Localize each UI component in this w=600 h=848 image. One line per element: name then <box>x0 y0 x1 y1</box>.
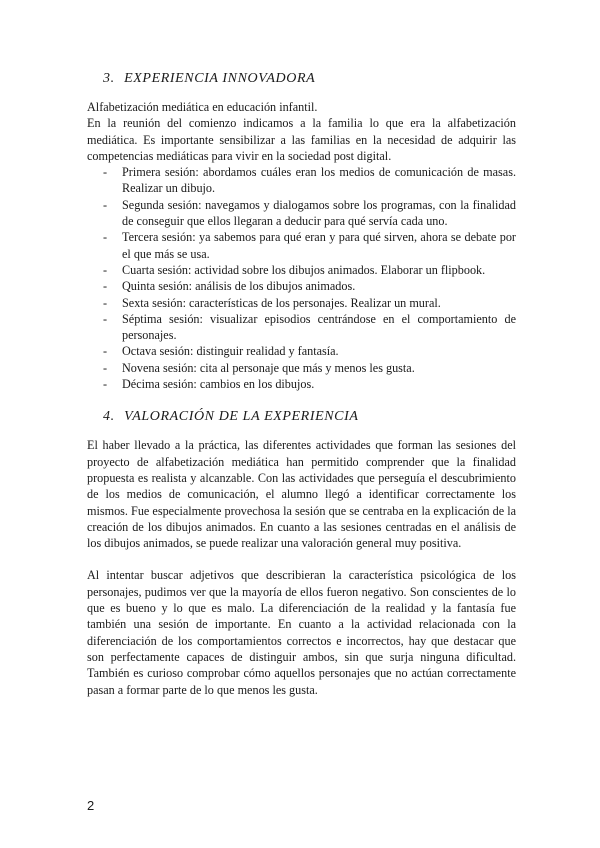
list-item <box>87 295 516 311</box>
bullet-dash: - <box>103 230 108 245</box>
session-text: Cuarta sesión: actividad sobre los dibujos animados. Elaborar un flipbook. <box>122 262 486 277</box>
page-number: 2 <box>87 798 95 813</box>
list-item <box>87 376 516 392</box>
session-text: Segunda sesión: navegamos y dialogamos sobre los programas, con la finalidad de conseguir que ellos llegaran a deducir para qué servía cada uno. <box>122 197 516 229</box>
list-item <box>87 262 516 278</box>
page-content <box>87 70 516 698</box>
section-3-number: 3. <box>103 71 115 86</box>
session-text: Séptima sesión: visualizar episodios centrándose en el comportamiento de personajes. <box>122 311 516 343</box>
session-text: Primera sesión: abordamos cuáles eran los medios de comunicación de masas. Realizar un dibujo. <box>122 165 516 196</box>
bullet-dash: - <box>103 197 108 212</box>
section-4-paragraph-2: Al intentar buscar adjetivos que describieran la característica psicológica de los personajes, pudimos ver que la mayoría de ellos fueron negativo. Son conscientes de lo que es bueno y lo que es malo. La diferenciación de la realidad y la fantasía fue también una sesión de importante. En cuanto a la actividad relacionada con la diferenciación de los comportamientos correctos e incorrectos, hay que destacar que son perfectamente capaces de distinguir ambos, sin que surja ninguna dificultad. También es curioso comprobar cómo aquellos personajes que no actúan correctamente pasan a formar parte de lo que menos les gusta. <box>87 568 516 697</box>
session-text: Quinta sesión: análisis de los dibujos animados. <box>122 279 356 294</box>
list-item <box>87 278 516 294</box>
section-4-number: 4. <box>103 409 115 425</box>
bullet-dash: - <box>103 279 108 294</box>
session-text: Novena sesión: cita al personaje que más y menos les gusta. <box>122 360 415 375</box>
section-3-title: EXPERIENCIA INNOVADORA <box>124 71 316 86</box>
bullet-dash: - <box>103 295 108 310</box>
session-text: Sexta sesión: características de los personajes. Realizar un mural. <box>122 295 441 310</box>
section-3-heading <box>103 70 516 88</box>
list-item <box>87 197 516 230</box>
section-3-subtitle: Alfabetización mediática en educación infantil. <box>87 100 318 114</box>
session-text: Décima sesión: cambios en los dibujos. <box>122 377 315 392</box>
list-item <box>87 343 516 359</box>
list-item <box>87 229 516 262</box>
list-item <box>87 164 516 197</box>
bullet-dash: - <box>103 262 108 277</box>
session-text: Tercera sesión: ya sabemos para qué eran y para qué sirven, ahora se debate por el que más se usa. <box>122 230 516 261</box>
list-item <box>87 360 516 376</box>
session-text: Octava sesión: distinguir realidad y fantasía. <box>122 344 339 359</box>
section-4-paragraph-1: El haber llevado a la práctica, las diferentes actividades que forman las sesiones del proyecto de alfabetización mediática han permitido comprender que la finalidad propuesta es realista y alcanzable. Con las actividades que perseguía el descubrimiento de los medios de comunicación, el alumno llegó a identificar correctamente los mismos. Fue especialmente provechosa la sesión que se centraba en la explicación de la creación de los dibujos animados. En cuanto a las sesiones centradas en el análisis de los dibujos animados, se puede realizar una valoración general muy positiva. <box>87 438 516 551</box>
bullet-dash: - <box>103 377 108 392</box>
bullet-dash: - <box>103 165 108 180</box>
bullet-dash: - <box>103 344 108 359</box>
section-4-heading <box>103 408 516 426</box>
list-item <box>87 311 516 344</box>
section-4-title: VALORACIÓN DE LA EXPERIENCIA <box>124 409 359 425</box>
section-3-intro: En la reunión del comienzo indicamos a la familia lo que era la alfabetización mediática. Es importante sensibilizar a las familias en la necesidad de adquirir las competencias mediáticas para vivir en la sociedad post digital. <box>87 116 516 163</box>
sessions-list <box>87 164 516 392</box>
bullet-dash: - <box>103 360 108 375</box>
bullet-dash: - <box>103 311 108 326</box>
